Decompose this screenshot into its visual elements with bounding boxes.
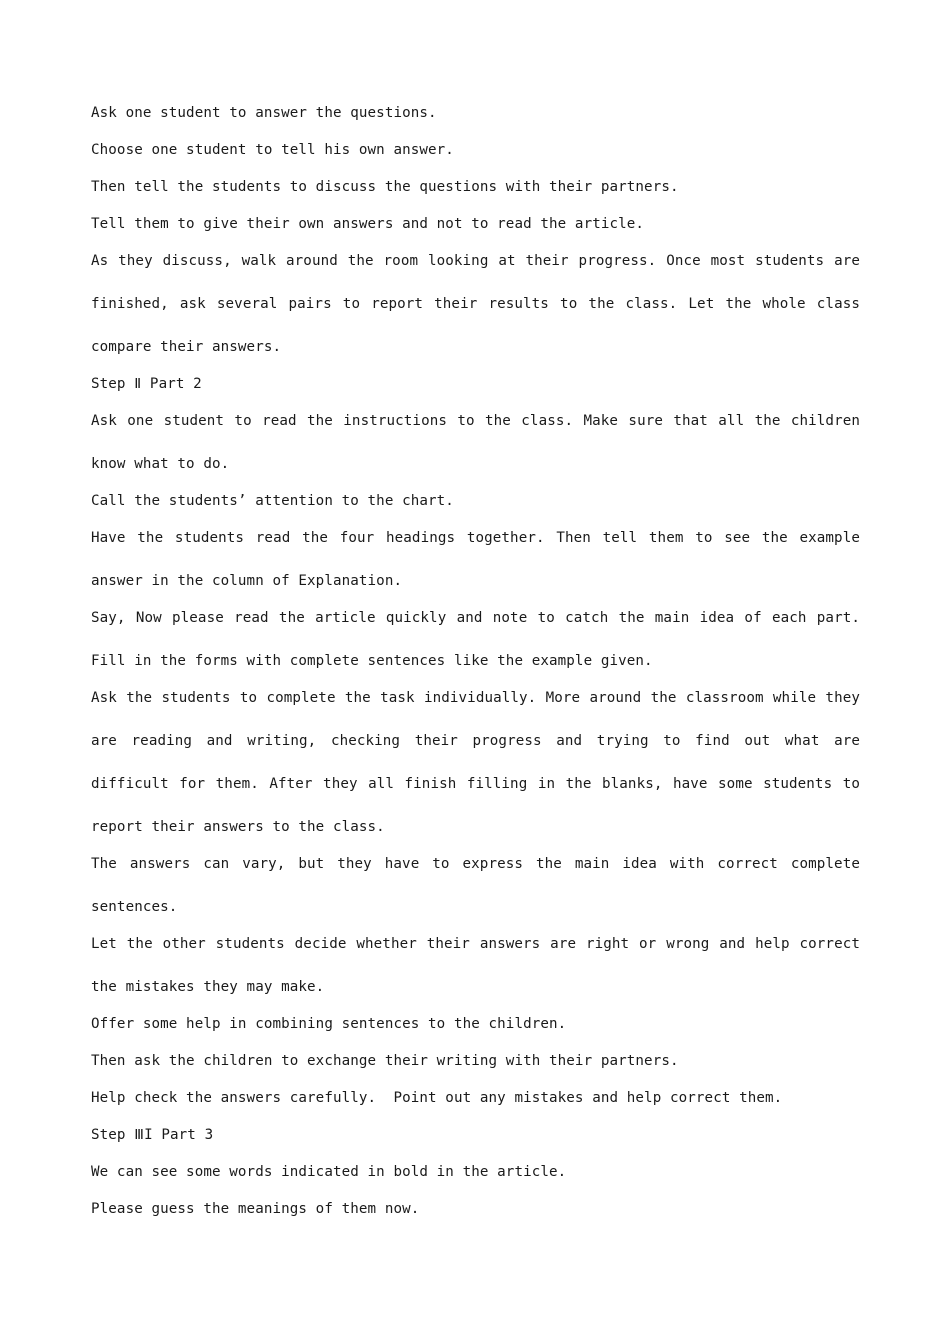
document-body	[91, 100, 860, 1233]
paragraph: As they discuss, walk around the room looking at their progress. Once most students are finished, ask several pairs to report their results to the class. Let the whole class compare their answers.	[91, 253, 860, 355]
paragraph: The answers can vary, but they have to express the main idea with correct complete sentences.	[91, 856, 860, 915]
paragraph: Have the students read the four headings together. Then tell them to see the example answer in the column of Explanation.	[91, 530, 860, 589]
paragraph: Say, Now please read the article quickly and note to catch the main idea of each part. Fill in the forms with complete sentences like the example given.	[91, 610, 860, 669]
text-line: Ask one student to answer the questions.	[91, 105, 437, 121]
paragraph: Let the other students decide whether their answers are right or wrong and help correct the mistakes they may make.	[91, 936, 860, 995]
text-line: Please guess the meanings of them now.	[91, 1201, 420, 1217]
text-line: Help check the answers carefully. Point out any mistakes and help correct them.	[91, 1090, 783, 1106]
text-line: Tell them to give their own answers and not to read the article.	[91, 216, 645, 232]
text-line: Then ask the children to exchange their writing with their partners.	[91, 1053, 679, 1069]
paragraph: Ask the students to complete the task individually. More around the classroom while they are reading and writing, checking their progress and trying to find out what are difficult for them. After they all finish filling in the blanks, have some students to report their answers to the class.	[91, 690, 860, 835]
step-heading: Step ⅢI Part 3	[91, 1127, 214, 1143]
step-heading: Step Ⅱ Part 2	[91, 376, 202, 392]
paragraph: Ask one student to read the instructions to the class. Make sure that all the children know what to do.	[91, 413, 860, 472]
text-line: Then tell the students to discuss the questions with their partners.	[91, 179, 679, 195]
text-line: Choose one student to tell his own answer.	[91, 142, 454, 158]
text-line: We can see some words indicated in bold in the article.	[91, 1164, 567, 1180]
text-line: Offer some help in combining sentences to the children.	[91, 1016, 567, 1032]
text-line: Call the students’ attention to the chart.	[91, 493, 454, 509]
